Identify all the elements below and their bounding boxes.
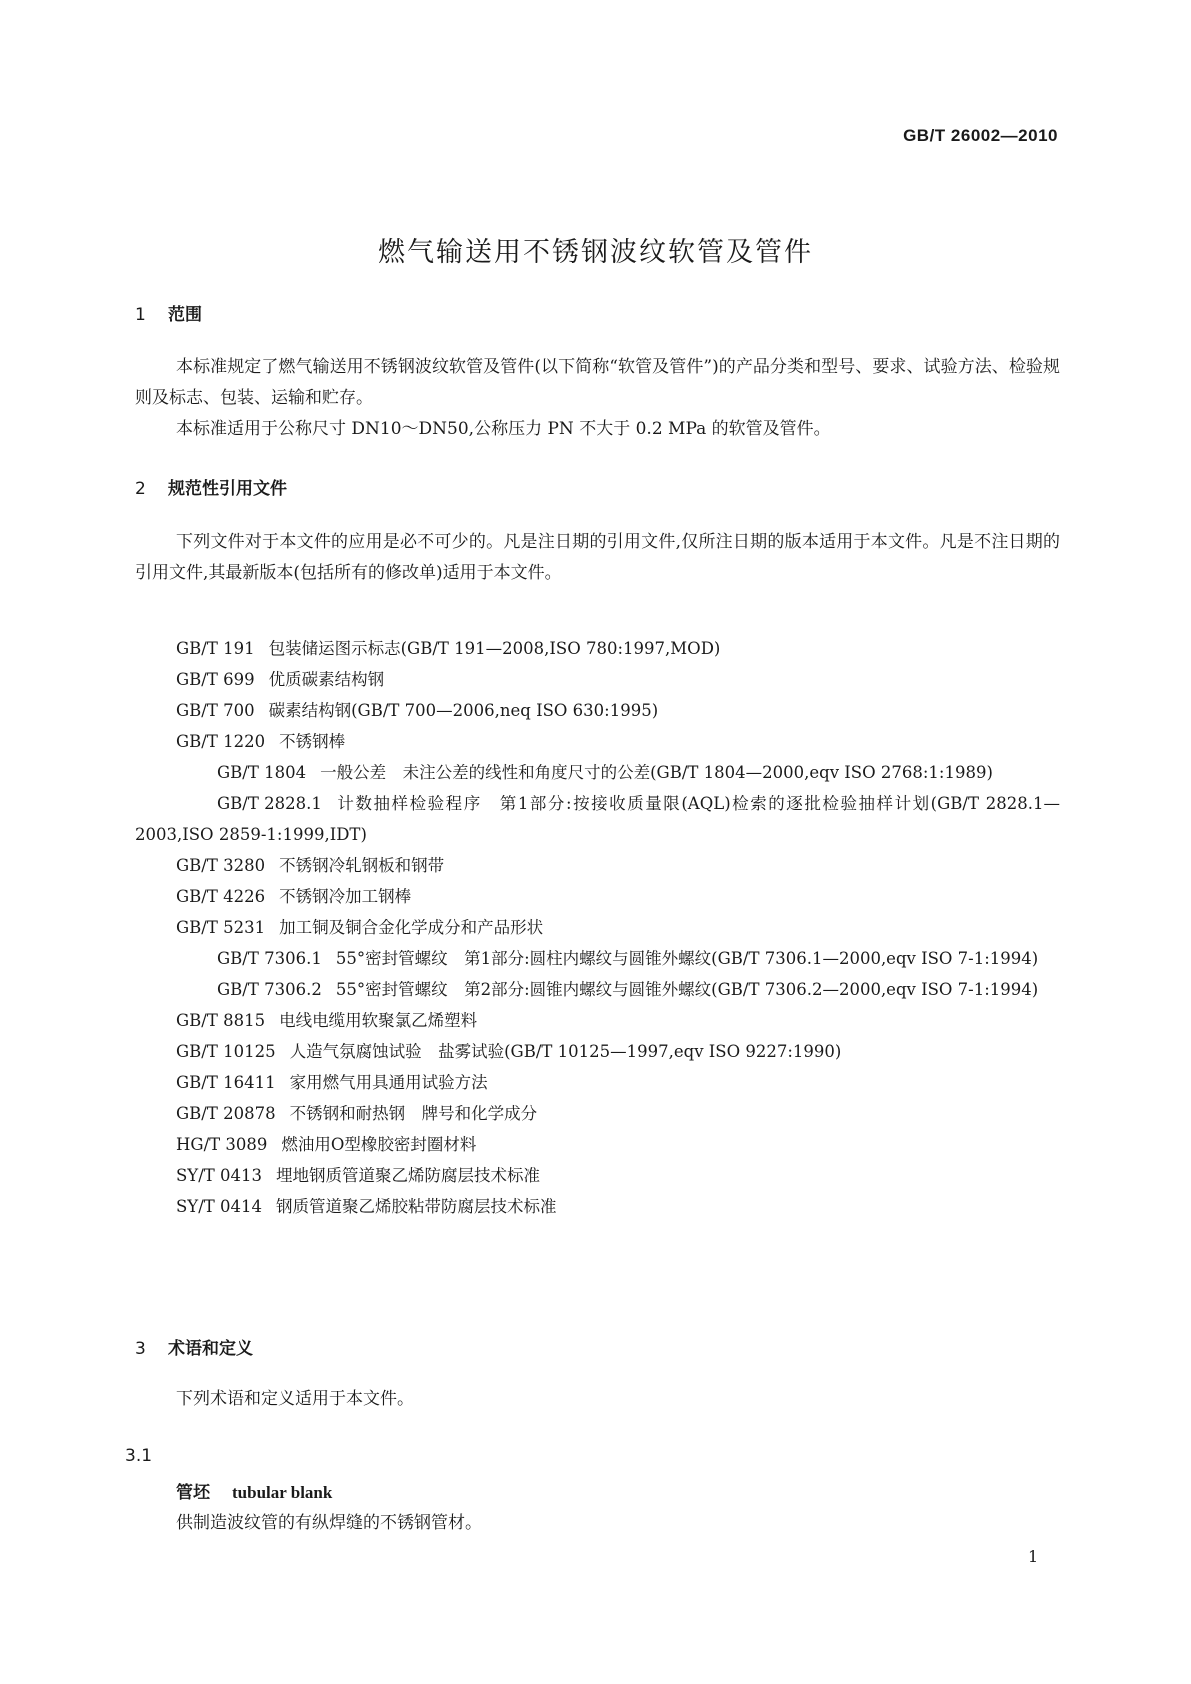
- section-title: 范围: [168, 305, 202, 325]
- section-number: 1: [135, 305, 146, 325]
- reference-item: GB/T 699 优质碳素结构钢: [176, 670, 385, 689]
- reference-item: SY/T 0414 钢质管道聚乙烯胶粘带防腐层技术标准: [176, 1197, 557, 1216]
- section-2-paragraph-1: 下列文件对于本文件的应用是必不可少的。凡是注日期的引用文件,仅所注日期的版本适用于本文件。凡是不注日期的引用文件,其最新版本(包括所有的修改单)适用于本文件。: [135, 532, 1060, 583]
- reference-item: GB/T 7306.1 55°密封管螺纹 第1部分:圆柱内螺纹与圆锥外螺纹(GB/T 7306.1—2000,eqv ISO 7-1:1994): [217, 949, 1039, 968]
- standard-code: GB/T 26002—2010: [903, 126, 1058, 145]
- section-number: 2: [135, 479, 146, 499]
- normative-reference-list: [135, 633, 1060, 1222]
- reference-item: GB/T 20878 不锈钢和耐热钢 牌号和化学成分: [176, 1104, 538, 1123]
- document-title: 燃气输送用不锈钢波纹软管及管件: [378, 237, 813, 268]
- section-heading-2: [135, 474, 287, 499]
- term-name-en: tubular blank: [232, 1483, 333, 1502]
- reference-item: GB/T 2828.1 计数抽样检验程序 第1部分:按接收质量限(AQL)检索的逐批检验抽样计划(GB/T 2828.1—2003,ISO 2859-1:1999,IDT): [135, 794, 1060, 844]
- section-1-paragraph-1: 本标准规定了燃气输送用不锈钢波纹软管及管件(以下简称“软管及管件”)的产品分类和型号、要求、试验方法、检验规则及标志、包装、运输和贮存。: [135, 357, 1060, 408]
- term-heading: [176, 1478, 332, 1503]
- term-name-cn: 管坯: [176, 1483, 210, 1503]
- section-1-paragraph-2: 本标准适用于公称尺寸 DN10～DN50,公称压力 PN 不大于 0.2 MPa 的软管及管件。: [176, 419, 831, 439]
- section-title: 术语和定义: [168, 1339, 253, 1359]
- section-heading-3: [135, 1334, 253, 1359]
- reference-item: GB/T 16411 家用燃气用具通用试验方法: [176, 1073, 488, 1092]
- page-number: 1: [1028, 1547, 1039, 1566]
- reference-item: GB/T 1804 一般公差 未注公差的线性和角度尺寸的公差(GB/T 1804—2000,eqv ISO 2768:1:1989): [217, 763, 993, 782]
- section-title: 规范性引用文件: [168, 479, 287, 499]
- reference-item: HG/T 3089 燃油用O型橡胶密封圈材料: [176, 1135, 477, 1154]
- section-number: 3: [135, 1339, 146, 1359]
- reference-item: GB/T 5231 加工铜及铜合金化学成分和产品形状: [176, 918, 544, 937]
- reference-item: GB/T 4226 不锈钢冷加工钢棒: [176, 887, 412, 906]
- section-heading-1: [135, 300, 202, 325]
- term-definition: 供制造波纹管的有纵焊缝的不锈钢管材。: [176, 1513, 482, 1533]
- section-3-paragraph-1: 下列术语和定义适用于本文件。: [176, 1389, 414, 1409]
- reference-item: SY/T 0413 埋地钢质管道聚乙烯防腐层技术标准: [176, 1166, 540, 1185]
- reference-item: GB/T 191 包装储运图示标志(GB/T 191—2008,ISO 780:1997,MOD): [176, 639, 721, 658]
- reference-item: GB/T 700 碳素结构钢(GB/T 700—2006,neq ISO 630:1995): [176, 701, 659, 720]
- reference-item: GB/T 8815 电线电缆用软聚氯乙烯塑料: [176, 1011, 478, 1030]
- reference-item: GB/T 1220 不锈钢棒: [176, 732, 346, 751]
- reference-item: GB/T 7306.2 55°密封管螺纹 第2部分:圆锥内螺纹与圆锥外螺纹(GB/T 7306.2—2000,eqv ISO 7-1:1994): [217, 980, 1039, 999]
- reference-item: GB/T 3280 不锈钢冷轧钢板和钢带: [176, 856, 445, 875]
- reference-item: GB/T 10125 人造气氛腐蚀试验 盐雾试验(GB/T 10125—1997,eqv ISO 9227:1990): [176, 1042, 842, 1061]
- term-number: 3.1: [125, 1446, 153, 1466]
